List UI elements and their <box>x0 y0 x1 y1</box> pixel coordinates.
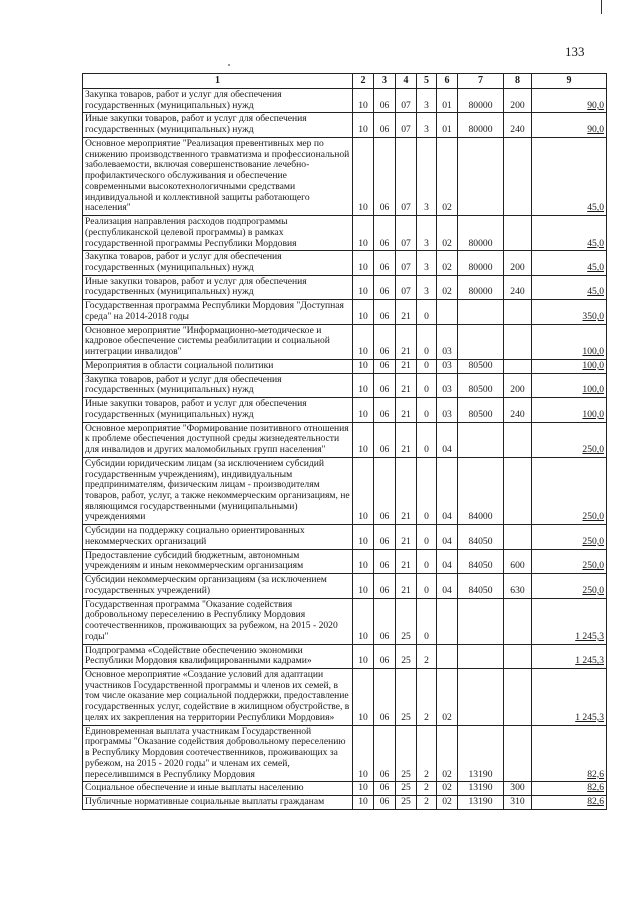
column-header: 4 <box>396 74 417 89</box>
code-direction: 80500 <box>458 398 504 422</box>
code-subsection: 06 <box>374 275 396 299</box>
code-expense-type: 300 <box>504 782 532 796</box>
code-expense-type <box>504 324 532 359</box>
code-expense-type: 600 <box>504 549 532 573</box>
code-subprogram: 3 <box>417 275 437 299</box>
row-name: Государственная программа "Оказание содействия добровольному переселению в Республику Мордовия соотечественников, проживающих за рубежом, на 2015 - 2020 годы" <box>83 598 353 644</box>
table-row <box>83 275 607 299</box>
code-expense-type <box>504 422 532 457</box>
table-row <box>83 598 607 644</box>
code-expense-type <box>504 525 532 549</box>
table-row <box>83 373 607 397</box>
code-section: 10 <box>353 300 374 324</box>
code-activity: 02 <box>437 216 458 251</box>
code-expense-type <box>504 216 532 251</box>
code-subsection: 06 <box>374 373 396 397</box>
column-header: 5 <box>417 74 437 89</box>
code-direction: 13190 <box>458 796 504 810</box>
code-subprogram: 2 <box>417 644 437 668</box>
table-row <box>83 644 607 668</box>
table-row <box>83 300 607 324</box>
code-subprogram: 0 <box>417 525 437 549</box>
code-program: 21 <box>396 457 417 524</box>
code-section: 10 <box>353 668 374 725</box>
row-name: Подпрограмма «Содействие обеспечению экономики Республики Мордовия квалифицированными кадрами» <box>83 644 353 668</box>
code-direction <box>458 300 504 324</box>
code-direction <box>458 644 504 668</box>
code-direction: 80000 <box>458 113 504 137</box>
code-expense-type: 240 <box>504 113 532 137</box>
column-header: 9 <box>532 74 607 89</box>
code-direction: 80500 <box>458 359 504 373</box>
code-subprogram: 3 <box>417 137 437 215</box>
code-program: 07 <box>396 275 417 299</box>
code-subprogram: 0 <box>417 549 437 573</box>
code-activity: 03 <box>437 373 458 397</box>
code-section: 10 <box>353 598 374 644</box>
code-program: 07 <box>396 251 417 275</box>
amount: 1 245,3 <box>532 598 607 644</box>
code-direction: 80000 <box>458 275 504 299</box>
code-direction <box>458 598 504 644</box>
code-subprogram: 2 <box>417 782 437 796</box>
code-section: 10 <box>353 137 374 215</box>
code-subprogram: 0 <box>417 574 437 598</box>
code-subprogram: 3 <box>417 89 437 113</box>
table-row <box>83 668 607 725</box>
budget-table <box>82 73 607 810</box>
row-name: Иные закупки товаров, работ и услуг для обеспечения государственных (муниципальных) нужд <box>83 275 353 299</box>
row-name: Иные закупки товаров, работ и услуг для обеспечения государственных (муниципальных) нужд <box>83 398 353 422</box>
row-name: Предоставление субсидий бюджетным, автономным учреждениям и иным некоммерческим организациям <box>83 549 353 573</box>
code-program: 21 <box>396 574 417 598</box>
row-name: Закупка товаров, работ и услуг для обеспечения государственных (муниципальных) нужд <box>83 89 353 113</box>
amount: 45,0 <box>532 251 607 275</box>
code-subsection: 06 <box>374 574 396 598</box>
code-activity: 04 <box>437 574 458 598</box>
code-expense-type: 310 <box>504 796 532 810</box>
table-row <box>83 525 607 549</box>
amount: 45,0 <box>532 137 607 215</box>
code-expense-type <box>504 668 532 725</box>
code-program: 07 <box>396 113 417 137</box>
code-activity: 04 <box>437 525 458 549</box>
code-activity: 02 <box>437 668 458 725</box>
code-program: 21 <box>396 300 417 324</box>
code-program: 25 <box>396 725 417 782</box>
row-name: Основное мероприятие «Создание условий для адаптации участников Государственной программы и членов их семей, в том числе оказание мер социальной поддержки, предоставление государственных услуг, содействие в жилищном обустройстве, в целях их закрепления на территории Республики Мордовия» <box>83 668 353 725</box>
column-header: 8 <box>504 74 532 89</box>
code-direction: 84050 <box>458 525 504 549</box>
code-subsection: 06 <box>374 644 396 668</box>
code-activity: 02 <box>437 251 458 275</box>
code-program: 25 <box>396 598 417 644</box>
amount: 45,0 <box>532 216 607 251</box>
table-row <box>83 782 607 796</box>
code-program: 21 <box>396 398 417 422</box>
code-subprogram: 3 <box>417 216 437 251</box>
code-activity: 02 <box>437 782 458 796</box>
row-name: Основное мероприятие "Формирование позитивного отношения к проблеме обеспечения доступной среды жизнедеятельности для инвалидов и других маломобильных групп населения" <box>83 422 353 457</box>
code-program: 21 <box>396 324 417 359</box>
code-section: 10 <box>353 216 374 251</box>
amount: 100,0 <box>532 359 607 373</box>
code-subsection: 06 <box>374 668 396 725</box>
scan-speck <box>228 64 230 66</box>
row-name: Закупка товаров, работ и услуг для обеспечения государственных (муниципальных) нужд <box>83 251 353 275</box>
row-name: Реализация направления расходов подпрограммы (республиканской целевой программы) в рамках государственной программы Республики Мордовия <box>83 216 353 251</box>
code-program: 25 <box>396 782 417 796</box>
code-section: 10 <box>353 549 374 573</box>
row-name: Публичные нормативные социальные выплаты гражданам <box>83 796 353 810</box>
amount: 45,0 <box>532 275 607 299</box>
code-subprogram: 2 <box>417 725 437 782</box>
code-subprogram: 3 <box>417 113 437 137</box>
code-section: 10 <box>353 275 374 299</box>
row-name: Субсидии юридическим лицам (за исключением субсидий государственным учреждениям), индивидуальным предпринимателям, физическим лицам - производителям товаров, работ, услуг, а также некоммерческим организациям, не являющимся государственными (муниципальными) учреждениями <box>83 457 353 524</box>
code-subprogram: 0 <box>417 422 437 457</box>
code-section: 10 <box>353 796 374 810</box>
code-activity: 03 <box>437 398 458 422</box>
code-direction: 80000 <box>458 216 504 251</box>
code-activity: 01 <box>437 113 458 137</box>
table-row <box>83 359 607 373</box>
row-name: Государственная программа Республики Мордовия "Доступная среда" на 2014-2018 годы <box>83 300 353 324</box>
code-direction <box>458 324 504 359</box>
code-subsection: 06 <box>374 359 396 373</box>
amount: 350,0 <box>532 300 607 324</box>
code-section: 10 <box>353 113 374 137</box>
code-subprogram: 2 <box>417 668 437 725</box>
amount: 100,0 <box>532 324 607 359</box>
code-program: 07 <box>396 216 417 251</box>
code-expense-type: 240 <box>504 275 532 299</box>
code-expense-type <box>504 598 532 644</box>
code-subsection: 06 <box>374 300 396 324</box>
code-subprogram: 0 <box>417 324 437 359</box>
code-section: 10 <box>353 725 374 782</box>
row-name: Основное мероприятие "Информационно-методическое и кадровое обеспечение системы реабилитации и социальной интеграции инвалидов" <box>83 324 353 359</box>
code-program: 21 <box>396 373 417 397</box>
table-row <box>83 216 607 251</box>
code-section: 10 <box>353 457 374 524</box>
amount: 100,0 <box>532 398 607 422</box>
code-expense-type: 200 <box>504 89 532 113</box>
code-expense-type <box>504 300 532 324</box>
amount: 250,0 <box>532 525 607 549</box>
amount: 100,0 <box>532 373 607 397</box>
code-direction <box>458 137 504 215</box>
code-subsection: 06 <box>374 251 396 275</box>
table-row <box>83 89 607 113</box>
amount: 82,6 <box>532 796 607 810</box>
table-row <box>83 574 607 598</box>
code-program: 25 <box>396 796 417 810</box>
table-row <box>83 251 607 275</box>
code-activity: 02 <box>437 796 458 810</box>
table-header-row <box>83 74 607 89</box>
code-program: 07 <box>396 89 417 113</box>
column-header: 2 <box>353 74 374 89</box>
code-subsection: 06 <box>374 796 396 810</box>
row-name: Основное мероприятие "Реализация превентивных мер по снижению производственного травматизма и профессиональной заболеваемости, включая совершенствование лечебно-профилактического обслуживания и обеспечение современными высокотехнологичными средствами индивидуальной и коллективной защиты работающего населения" <box>83 137 353 215</box>
table-row <box>83 398 607 422</box>
code-subsection: 06 <box>374 725 396 782</box>
amount: 250,0 <box>532 422 607 457</box>
code-direction: 13190 <box>458 725 504 782</box>
code-subsection: 06 <box>374 398 396 422</box>
code-section: 10 <box>353 644 374 668</box>
code-subsection: 06 <box>374 113 396 137</box>
code-activity: 04 <box>437 457 458 524</box>
code-expense-type <box>504 457 532 524</box>
code-expense-type: 630 <box>504 574 532 598</box>
row-name: Иные закупки товаров, работ и услуг для обеспечения государственных (муниципальных) нужд <box>83 113 353 137</box>
code-expense-type <box>504 359 532 373</box>
row-name: Социальное обеспечение и иные выплаты населению <box>83 782 353 796</box>
code-subprogram: 2 <box>417 796 437 810</box>
code-activity: 02 <box>437 725 458 782</box>
code-section: 10 <box>353 525 374 549</box>
code-subsection: 06 <box>374 782 396 796</box>
code-expense-type <box>504 644 532 668</box>
code-section: 10 <box>353 373 374 397</box>
code-subprogram: 0 <box>417 359 437 373</box>
row-name: Субсидии на поддержку социально ориентированных некоммерческих организаций <box>83 525 353 549</box>
amount: 90,0 <box>532 89 607 113</box>
code-program: 25 <box>396 644 417 668</box>
code-section: 10 <box>353 398 374 422</box>
code-direction: 84000 <box>458 457 504 524</box>
code-activity: 02 <box>437 275 458 299</box>
code-expense-type: 200 <box>504 251 532 275</box>
code-expense-type: 200 <box>504 373 532 397</box>
table-row <box>83 137 607 215</box>
code-subprogram: 0 <box>417 373 437 397</box>
code-section: 10 <box>353 782 374 796</box>
code-subsection: 06 <box>374 598 396 644</box>
code-subsection: 06 <box>374 324 396 359</box>
code-direction: 13190 <box>458 782 504 796</box>
code-subprogram: 0 <box>417 457 437 524</box>
code-activity: 04 <box>437 422 458 457</box>
code-activity <box>437 598 458 644</box>
code-subsection: 06 <box>374 549 396 573</box>
code-direction: 84050 <box>458 549 504 573</box>
code-section: 10 <box>353 359 374 373</box>
table-row <box>83 422 607 457</box>
amount: 82,6 <box>532 725 607 782</box>
amount: 250,0 <box>532 457 607 524</box>
page-number: 133 <box>565 44 585 59</box>
amount: 250,0 <box>532 549 607 573</box>
code-program: 07 <box>396 137 417 215</box>
code-activity: 04 <box>437 549 458 573</box>
code-expense-type <box>504 137 532 215</box>
code-subsection: 06 <box>374 525 396 549</box>
code-activity: 02 <box>437 137 458 215</box>
code-expense-type: 240 <box>504 398 532 422</box>
code-direction: 80000 <box>458 89 504 113</box>
table-row <box>83 549 607 573</box>
code-section: 10 <box>353 251 374 275</box>
column-header: 6 <box>437 74 458 89</box>
code-activity: 03 <box>437 359 458 373</box>
code-direction <box>458 422 504 457</box>
code-subsection: 06 <box>374 216 396 251</box>
code-section: 10 <box>353 89 374 113</box>
code-program: 21 <box>396 422 417 457</box>
column-header: 3 <box>374 74 396 89</box>
column-header: 1 <box>83 74 353 89</box>
corner-mark <box>601 0 602 14</box>
code-subsection: 06 <box>374 457 396 524</box>
code-direction <box>458 668 504 725</box>
code-section: 10 <box>353 422 374 457</box>
code-activity: 01 <box>437 89 458 113</box>
code-program: 21 <box>396 359 417 373</box>
code-direction: 84050 <box>458 574 504 598</box>
column-header: 7 <box>458 74 504 89</box>
amount: 1 245,3 <box>532 668 607 725</box>
code-program: 21 <box>396 525 417 549</box>
row-name: Закупка товаров, работ и услуг для обеспечения государственных (муниципальных) нужд <box>83 373 353 397</box>
code-expense-type <box>504 725 532 782</box>
row-name: Субсидии некоммерческим организациям (за исключением государственных учреждений) <box>83 574 353 598</box>
code-program: 21 <box>396 549 417 573</box>
code-subsection: 06 <box>374 422 396 457</box>
code-subsection: 06 <box>374 89 396 113</box>
code-section: 10 <box>353 574 374 598</box>
amount: 1 245,3 <box>532 644 607 668</box>
code-subprogram: 3 <box>417 251 437 275</box>
code-subprogram: 0 <box>417 398 437 422</box>
table-row <box>83 725 607 782</box>
row-name: Мероприятия в области социальной политики <box>83 359 353 373</box>
amount: 250,0 <box>532 574 607 598</box>
table-row <box>83 113 607 137</box>
code-section: 10 <box>353 324 374 359</box>
table-row <box>83 457 607 524</box>
code-activity: 03 <box>437 324 458 359</box>
amount: 90,0 <box>532 113 607 137</box>
table-row <box>83 796 607 810</box>
code-activity <box>437 300 458 324</box>
code-subprogram: 0 <box>417 300 437 324</box>
code-subprogram: 0 <box>417 598 437 644</box>
code-direction: 80500 <box>458 373 504 397</box>
code-program: 25 <box>396 668 417 725</box>
code-subsection: 06 <box>374 137 396 215</box>
code-activity <box>437 644 458 668</box>
code-direction: 80000 <box>458 251 504 275</box>
row-name: Единовременная выплата участникам Государственной программы "Оказание содействия добровольному переселению в Республику Мордовия соотечественников, проживающих за рубежом, на 2015 - 2020 годы" и членам их семей, переселившимся в Республику Мордовия <box>83 725 353 782</box>
table-row <box>83 324 607 359</box>
amount: 82,6 <box>532 782 607 796</box>
